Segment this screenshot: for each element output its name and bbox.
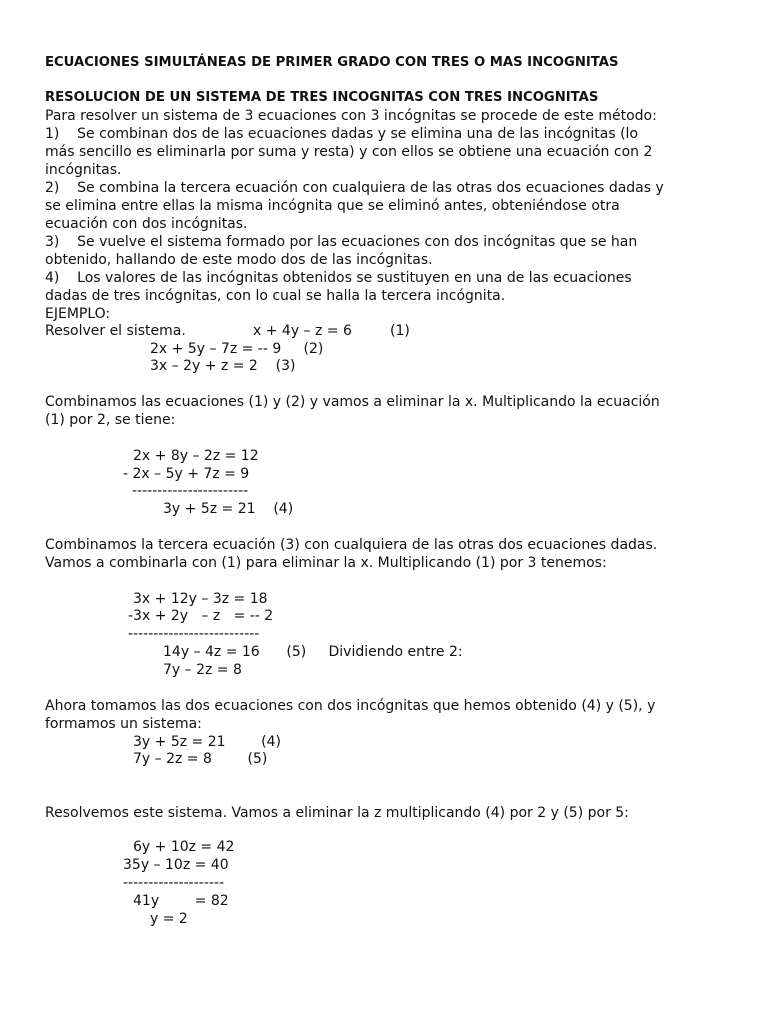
step-2-line-3: ecuación con dos incógnitas. [45, 216, 248, 232]
equation-2: 2x + 5y – 7z = -- 9 (2) [150, 341, 324, 357]
step-3-line-2: obtenido, hallando de este modo dos de las incógnitas. [45, 252, 433, 268]
step-1-line-3: incógnitas. [45, 162, 122, 178]
part-3-equation-a: 3y + 5z = 21 (4) [133, 734, 281, 750]
part-3-text-line-2: formamos un sistema: [45, 716, 202, 732]
step-3-line-1: 3) Se vuelve el sistema formado por las ecuaciones con dos incógnitas que se han [45, 234, 638, 250]
step-4-line-1: 4) Los valores de las incógnitas obtenidos se sustituyen en una de las ecuaciones [45, 270, 632, 286]
part-1-text-line-2: (1) por 2, se tiene: [45, 412, 176, 428]
part-2-divider: -------------------------- [128, 626, 260, 642]
part-2-text-line-1: Combinamos la tercera ecuación (3) con cualquiera de las otras dos ecuaciones dadas. [45, 537, 658, 553]
part-1-equation-b: - 2x – 5y + 7z = 9 [123, 466, 250, 482]
part-1-equation-a: 2x + 8y – 2z = 12 [133, 448, 259, 464]
equation-1: x + 4y – z = 6 [253, 323, 352, 339]
part-4-equation-b: 35y – 10z = 40 [123, 857, 229, 873]
part-1-divider: ----------------------- [132, 483, 249, 499]
step-2-line-1: 2) Se combina la tercera ecuación con cualquiera de las otras dos ecuaciones dadas y [45, 180, 664, 196]
part-4-equation-a: 6y + 10z = 42 [133, 839, 235, 855]
part-2-simplified: 7y – 2z = 8 [163, 662, 242, 678]
part-1-text-line-1: Combinamos las ecuaciones (1) y (2) y vamos a eliminar la x. Multiplicando la ecuación [45, 394, 660, 410]
part-2-text-line-2: Vamos a combinarla con (1) para eliminar la x. Multiplicando (1) por 3 tenemos: [45, 555, 607, 571]
part-2-equation-b: -3x + 2y – z = -- 2 [128, 608, 274, 624]
part-3-text-line-1: Ahora tomamos las dos ecuaciones con dos incógnitas que hemos obtenido (4) y (5), y [45, 698, 656, 714]
document-title: ECUACIONES SIMULTÁNEAS DE PRIMER GRADO CON TRES O MAS INCOGNITAS [45, 55, 619, 70]
example-label: EJEMPLO: [45, 306, 111, 322]
part-4-divider: -------------------- [123, 875, 225, 891]
equation-1-tag: (1) [390, 323, 410, 339]
part-4-result: 41y = 82 [133, 893, 229, 909]
part-1-result: 3y + 5z = 21 (4) [163, 501, 294, 517]
part-3-equation-b: 7y – 2z = 8 (5) [133, 751, 268, 767]
part-4-text: Resolvemos este sistema. Vamos a eliminar la z multiplicando (4) por 2 y (5) por 5: [45, 805, 629, 821]
intro-text: Para resolver un sistema de 3 ecuaciones con 3 incógnitas se procede de este método: [45, 108, 657, 124]
step-1-line-1: 1) Se combinan dos de las ecuaciones dadas y se elimina una de las incógnitas (lo [45, 126, 639, 142]
step-2-line-2: se elimina entre ellas la misma incógnita que se eliminó antes, obteniéndose otra [45, 198, 620, 214]
part-4-answer: y = 2 [150, 911, 188, 927]
equation-3: 3x – 2y + z = 2 (3) [150, 358, 296, 374]
part-2-result: 14y – 4z = 16 (5) Dividiendo entre 2: [163, 644, 463, 660]
step-1-line-2: más sencillo es eliminarla por suma y resta) y con ellos se obtiene una ecuación con 2 [45, 144, 653, 160]
part-2-equation-a: 3x + 12y – 3z = 18 [133, 591, 268, 607]
section-heading: RESOLUCION DE UN SISTEMA DE TRES INCOGNITAS CON TRES INCOGNITAS [45, 90, 599, 105]
step-4-line-2: dadas de tres incógnitas, con lo cual se halla la tercera incógnita. [45, 288, 506, 304]
example-instruction: Resolver el sistema. [45, 323, 186, 339]
